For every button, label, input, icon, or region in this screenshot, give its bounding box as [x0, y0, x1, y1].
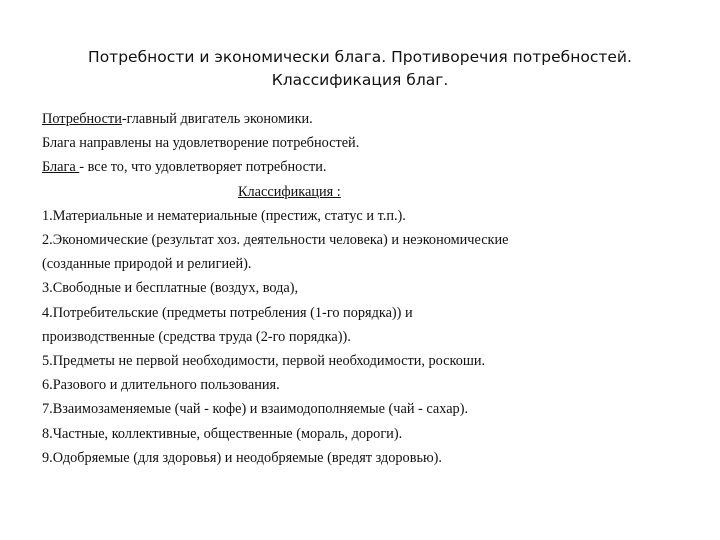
classification-item: 9.Одобряемые (для здоровья) и неодобряемые (вредят здоровью). [42, 449, 442, 466]
classification-item: 8.Частные, коллективные, общественные (мораль, дороги). [42, 425, 403, 442]
goods-term: Блага [42, 159, 80, 176]
title-line-2: Классификация благ. [271, 71, 449, 89]
needs-definition-text: -главный двигатель экономики. [121, 111, 313, 127]
classification-item: 6.Разового и длительного пользования. [42, 377, 280, 394]
goods-definition [42, 155, 692, 179]
classification-item: (созданные природой и религией). [42, 256, 252, 273]
needs-definition [42, 107, 692, 131]
classification-item: 3.Свободные и бесплатные (воздух, вода), [42, 280, 299, 297]
classification-item: 2.Экономические (результат хоз. деятельности человека) и неэкономические [42, 232, 509, 249]
goods-aim: Блага направлены на удовлетворение потребностей. [42, 135, 360, 152]
classification-item: 1.Материальные и нематериальные (престиж, статус и т.п.). [42, 207, 406, 224]
classification-heading: Классификация : [238, 183, 341, 200]
classification-item: 7.Взаимозаменяемые (чай - кофе) и взаимодополняемые (чай - сахар). [42, 401, 469, 418]
classification-item: производственные (средства труда (2-го порядка)). [42, 328, 351, 345]
slide-body [42, 107, 692, 470]
slide-title [60, 46, 660, 92]
title-line-1: Потребности и экономически блага. Противоречия потребностей. [88, 48, 632, 66]
needs-term: Потребности [42, 111, 122, 127]
classification-item: 5.Предметы не первой необходимости, первой необходимости, роскоши. [42, 353, 486, 370]
goods-definition-text: - все то, что удовлетворяет потребности. [79, 159, 327, 176]
classification-item: 4.Потребительские (предметы потребления (1-го порядка)) и [42, 304, 413, 321]
